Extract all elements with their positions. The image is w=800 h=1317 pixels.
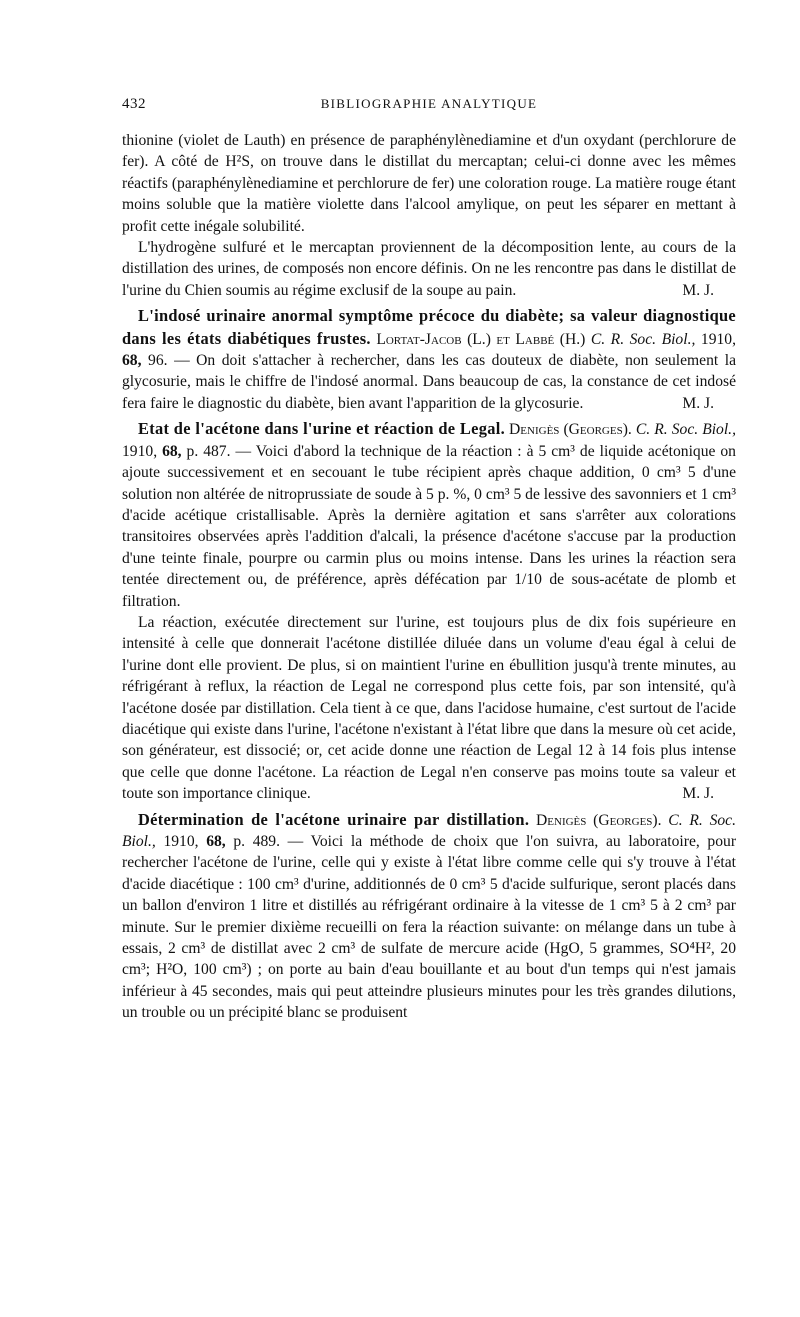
article-body: — On doit s'attacher à rechercher, dans les cas douteux de diabète, non seulement la glycosurie, mais le chiffre de l'indosé anormal. Dans beaucoup de cas, la constance de cet indosé fera faire le diagnostic du diabète, bien avant l'apparition de la glycosurie. <box>122 352 736 412</box>
article-volume: 68, <box>206 833 226 850</box>
article-body: — Voici d'abord la technique de la réaction : à 5 cm³ de liquide acétonique on ajoute successivement et en secouant le tube récipient après chaque addition, 0 cm³ 5 d'une solution non altérée de nitroprussiate de soude à 5 p. %, 0 cm³ 5 de lessive des savonniers et 1 cm³ d'acide acétique cristallisable. Après la dernière agitation et sans s'arrêter aux colorations transitoires observées après l'addition d'alcali, la présence d'acétone s'accuse par la production d'une teinte finale, pourpre ou carmin plus ou moins intense. Dans les urines la réaction sera tentée directement ou, de préférence, après défécation par 1/10 de sous-acétate de plomb et filtration. <box>122 442 736 610</box>
article-etat-acetone <box>122 418 736 612</box>
article-title: Détermination de l'acétone urinaire par distillation. <box>138 809 530 829</box>
signature: M. J. <box>682 394 714 412</box>
article-year: 1910, <box>163 833 199 850</box>
paragraph-body: L'hydrogène sulfuré et le mercaptan proviennent de la décomposition lente, au cours de la distillation des urines, de composés non encore définis. On ne les rencontre pas dans le distillat de l'urine du Chien soumis au régime exclusif de la soupe au pain. <box>122 239 736 299</box>
document-page <box>122 96 736 1024</box>
article-volume: 68, <box>122 352 142 370</box>
article-pages: p. 487. <box>186 442 231 460</box>
paragraph-continuation: thionine (violet de Lauth) en présence de paraphénylènediamine et d'un oxydant (perchlorure de fer). A côté de H²S, on trouve dans le distillat du mercaptan; celui-ci donne avec les mêmes réactifs (paraphénylènediamine et perchlorure de fer) une coloration rouge. La matière rouge étant moins soluble que la matière violette dans l'alcool amylique, on peut les séparer en mettant à profit cette inégale solubilité. <box>122 132 736 235</box>
article-authors: Denigès (Georges). <box>509 421 632 439</box>
article-etat-acetone-continued <box>122 612 736 805</box>
article-body: — Voici la méthode de choix que l'on suivra, au laboratoire, pour rechercher l'acétone de l'urine, celle qui y existe à l'état libre comme celle qui s'y trouve à l'état d'acide diacétique : 100 cm³ d'urine, additionnés de 0 cm³ 5 d'acide sulfurique, seront placés dans un ballon d'environ 1 litre et distillés au réfrigérant ordinaire à la vitesse de 1 cm³ 5 à 2 cm³ par minute. Sur le premier dixième recueilli on fera la réaction suivante: on mélange dans un tube à essais, 2 cm³ de distillat avec 2 cm³ de sulfate de mercure acide (HgO, 5 grammes, SO⁴H², 20 cm³; H²O, 100 cm³) ; on porte au bain d'eau bouillante et au bout d'un temps qui n'est jamais inférieur à 45 secondes, mais qui peut atteindre plusieurs minutes pour les très grandes dilutions, un trouble ou un précipité blanc se produisent <box>122 833 737 1022</box>
article-journal: C. R. Soc. Biol., <box>590 330 696 348</box>
signature: M. J. <box>682 281 714 299</box>
article-pages: p. 489. <box>233 833 280 850</box>
article-authors: Denigès (Georges). <box>536 811 662 829</box>
article-title: Etat de l'acétone dans l'urine et réaction de Legal. <box>138 419 505 439</box>
article-pages: 96. <box>148 352 168 370</box>
paragraph-hydrogen-sulfide <box>122 237 736 301</box>
article-title: L'indosé urinaire anormal symptôme précoce du diabète; sa valeur diagnostique dans les états diabétiques frustes. <box>122 306 736 348</box>
page-header <box>122 96 736 120</box>
article-indose-urinaire <box>122 305 736 414</box>
article-body: La réaction, exécutée directement sur l'urine, est toujours plus de dix fois supérieure en intensité à celle que donnerait l'acétone distillée diluée dans un volume d'eau égal à celui de l'urine dont elle provient. De plus, si on maintient l'urine en ébullition jusqu'à trente minutes, au réfrigérant à reflux, la réaction de Legal ne correspond plus cette fois, par son intensité, qu'à l'acétone dosée par distillation. Cela tient à ce que, dans l'acidose humaine, c'est surtout de l'acide diacétique qui existe dans l'urine, l'acétone n'existant à l'état libre que dans la mesure où cet acide, son générateur, est dissocié; or, cet acide donne une réaction de Legal 12 à 14 fois plus intense que celle que donne l'acétone. La réaction de Legal n'en conserve pas moins toute sa valeur et toute son importance clinique. <box>122 613 736 803</box>
article-authors: Lortat-Jacob (L.) et Labbé (H.) <box>376 330 586 348</box>
article-determination-acetone <box>122 809 736 1024</box>
page-number: 432 <box>122 96 146 112</box>
article-year: 1910, <box>700 330 736 348</box>
article-journal: C. R. Soc. Biol., <box>635 421 736 439</box>
signature: M. J. <box>682 785 714 803</box>
article-journal: C. R. Soc. Biol., <box>122 811 737 850</box>
running-title: BIBLIOGRAPHIE ANALYTIQUE <box>320 96 538 111</box>
article-year: 1910, <box>122 442 158 460</box>
article-volume: 68, <box>162 442 182 460</box>
